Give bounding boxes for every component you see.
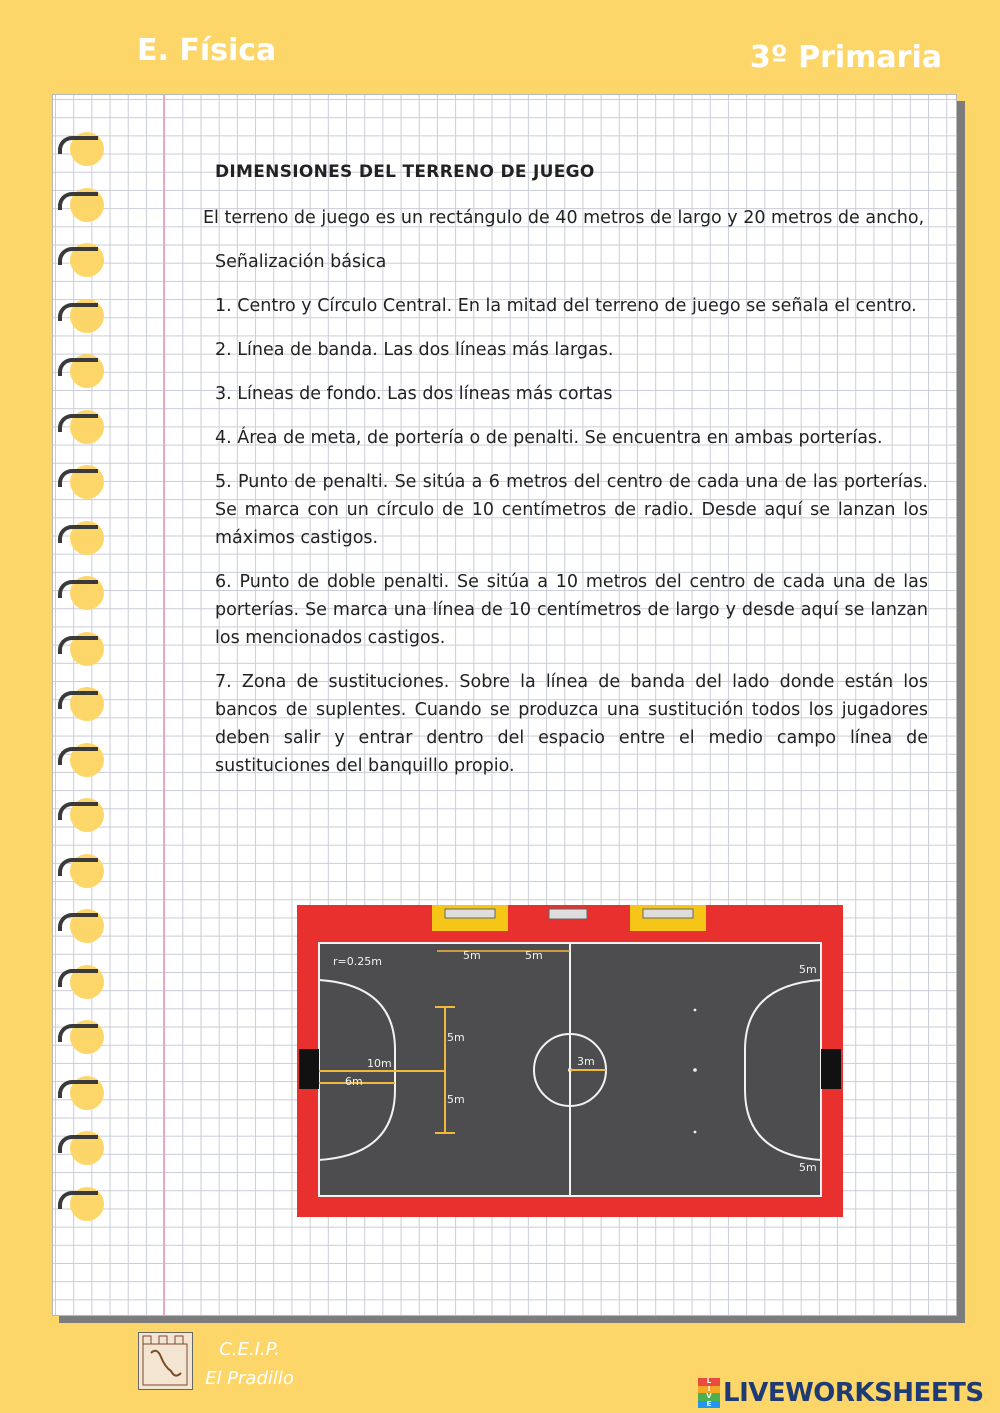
spiral-wire bbox=[58, 580, 98, 598]
label-corner-radius: r=0.25m bbox=[333, 955, 382, 968]
document-title: DIMENSIONES DEL TERRENO DE JUEGO bbox=[215, 162, 595, 182]
school-line-2: El Pradillo bbox=[205, 1368, 294, 1389]
list-item: 6. Punto de doble penalti. Se sitúa a 10 metros del centro de cada una de las porterías. Se marca una línea de 10 centímetros de largo y desde aquí se lanzan los mencionados castigos. bbox=[215, 572, 928, 648]
school-name bbox=[202, 1335, 297, 1393]
spiral-wire bbox=[58, 1135, 98, 1153]
list-item: 7. Zona de sustituciones. Sobre la línea de banda del lado donde están los bancos de suplentes. Cuando se produzca una sustitución todos los jugadores deben salir y entrar dentro del espacio entre el medio campo línea de sustituciones del banquillo propio. bbox=[215, 672, 928, 776]
spiral-wire bbox=[58, 525, 98, 543]
label-sub-left: 5m bbox=[463, 949, 481, 962]
brand-text: LIVEWORKSHEETS bbox=[723, 1378, 984, 1408]
spiral-wire bbox=[58, 358, 98, 376]
spiral-wire bbox=[58, 1024, 98, 1042]
list-item: 2. Línea de banda. Las dos líneas más largas. bbox=[215, 340, 614, 360]
label-sub-right: 5m bbox=[525, 949, 543, 962]
label-area-top: 5m bbox=[447, 1031, 465, 1044]
school-line-1: C.E.I.P. bbox=[219, 1339, 280, 1360]
list-item: 1. Centro y Círculo Central. En la mitad del terreno de juego se señala el centro. bbox=[215, 296, 917, 316]
scorer-table bbox=[549, 909, 587, 919]
spiral-wire bbox=[58, 192, 98, 210]
label-double-penalty: 10m bbox=[367, 1057, 392, 1070]
futsal-court-diagram bbox=[297, 905, 843, 1217]
spiral-wire bbox=[58, 247, 98, 265]
label-penalty: 6m bbox=[345, 1075, 363, 1088]
brand-icon: L I V E bbox=[698, 1378, 720, 1408]
spiral-wire bbox=[58, 1191, 98, 1209]
spiral-wire bbox=[58, 636, 98, 654]
subtitle: Señalización básica bbox=[215, 252, 387, 272]
right-goal bbox=[821, 1049, 841, 1089]
spiral-wire bbox=[58, 747, 98, 765]
grade-title: 3º Primaria bbox=[749, 40, 942, 75]
spiral-wire bbox=[58, 1080, 98, 1098]
school-logo bbox=[138, 1332, 193, 1390]
spiral-wire bbox=[58, 913, 98, 931]
bench-right-seat bbox=[643, 909, 693, 918]
spiral-wire bbox=[58, 858, 98, 876]
list-item: 4. Área de meta, de portería o de penalti. Se encuentra en ambas porterías. bbox=[215, 428, 883, 448]
spiral-wire bbox=[58, 303, 98, 321]
spiral-wire bbox=[58, 469, 98, 487]
left-goal bbox=[299, 1049, 319, 1089]
list-item: 3. Líneas de fondo. Las dos líneas más cortas bbox=[215, 384, 613, 404]
spiral-wire bbox=[58, 802, 98, 820]
spiral-wire bbox=[58, 691, 98, 709]
spiral-wire bbox=[58, 414, 98, 432]
margin-line bbox=[163, 95, 165, 1315]
liveworksheets-brand[interactable] bbox=[698, 1376, 984, 1410]
intro-paragraph: El terreno de juego es un rectángulo de 40 metros de largo y 20 metros de ancho, bbox=[203, 208, 925, 228]
subject-title: E. Física bbox=[137, 33, 277, 68]
label-right-bottom: 5m bbox=[799, 1161, 817, 1174]
bench-left-seat bbox=[445, 909, 495, 918]
label-area-bottom: 5m bbox=[447, 1093, 465, 1106]
label-right-top: 5m bbox=[799, 963, 817, 976]
list-item: 5. Punto de penalti. Se sitúa a 6 metros del centro de cada una de las porterías. Se marca con un círculo de 10 centímetros de radio. Desde aquí se lanzan los máximos castigos. bbox=[215, 472, 928, 548]
document-body bbox=[178, 158, 928, 780]
label-center-radius: 3m bbox=[577, 1055, 595, 1068]
right-double-penalty-spot bbox=[693, 1068, 697, 1072]
spiral-wire bbox=[58, 136, 98, 154]
spiral-wire bbox=[58, 969, 98, 987]
